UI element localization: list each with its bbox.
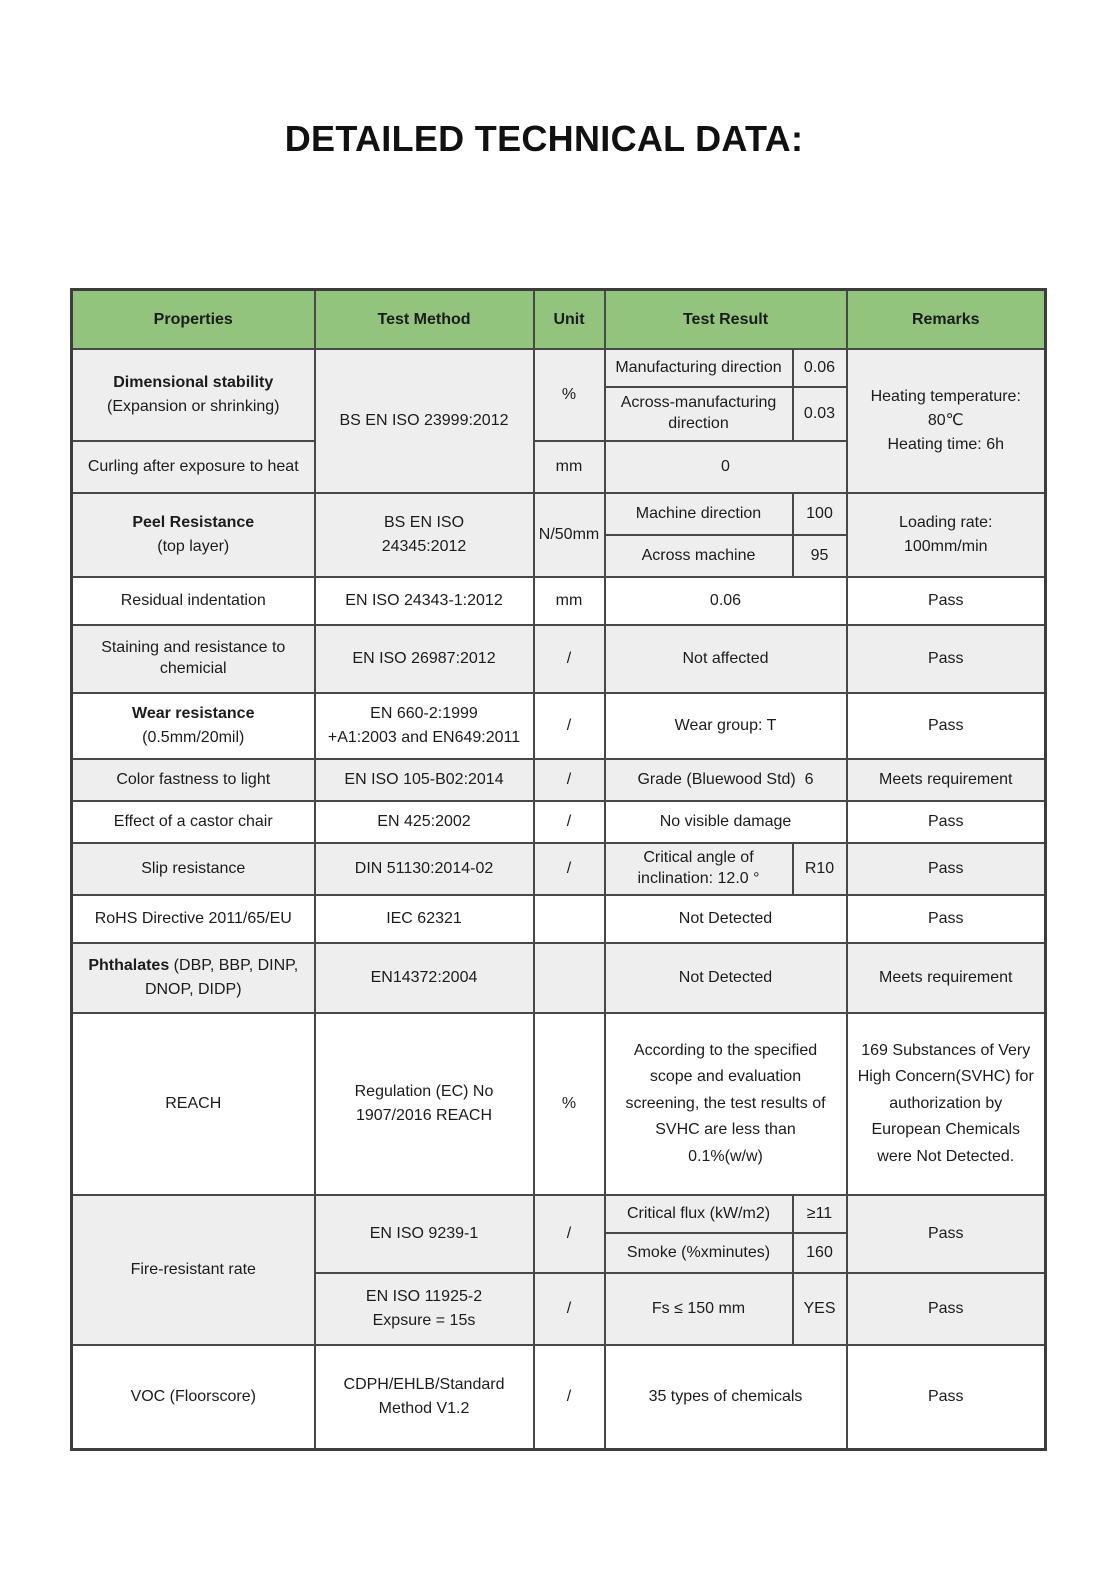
table-row [72,693,1046,759]
method-rohs: IEC 62321 [315,895,534,943]
result-value: ≥11 [793,1195,847,1233]
property-dimensional-stability: Dimensional stability (Expansion or shrinking) [72,349,315,441]
table-row [72,349,1046,387]
page-title: DETAILED TECHNICAL DATA: [284,118,804,159]
unit-fire-a: / [534,1195,605,1273]
result-reach: According to the specified scope and evaluation screening, the test results of SVHC are less than 0.1%(w/w) [605,1013,847,1195]
result-staining: Not affected [605,625,847,693]
result-residual-indentation: 0.06 [605,577,847,625]
result-value: 0.06 [793,349,847,387]
unit-dimensional-stability: % [534,349,605,441]
remark-fire-a: Pass [847,1195,1046,1273]
remark-reach: 169 Substances of Very High Concern(SVHC) for authorization by European Chemicals were Not Detected. [847,1013,1046,1195]
remark-castor-chair: Pass [847,801,1046,843]
remark-residual-indentation: Pass [847,577,1046,625]
property-staining: Staining and resistance to chemicial [72,625,315,693]
unit-peel-resistance: N/50mm [534,493,605,577]
result-value: 0.03 [793,387,847,441]
property-reach: REACH [72,1013,315,1195]
result-value: 160 [793,1233,847,1273]
method-color-fastness: EN ISO 105-B02:2014 [315,759,534,801]
unit-color-fastness: / [534,759,605,801]
unit-fire-b: / [534,1273,605,1345]
result-label: Critical flux (kW/m2) [605,1195,793,1233]
table-row [72,943,1046,1013]
remark-slip-resistance: Pass [847,843,1046,895]
method-castor-chair: EN 425:2002 [315,801,534,843]
method-staining: EN ISO 26987:2012 [315,625,534,693]
result-castor-chair: No visible damage [605,801,847,843]
table-row [72,1013,1046,1195]
remark-rohs: Pass [847,895,1046,943]
property-peel-resistance: Peel Resistance (top layer) [72,493,315,577]
unit-wear-resistance: / [534,693,605,759]
property-voc: VOC (Floorscore) [72,1345,315,1449]
remark-staining: Pass [847,625,1046,693]
table-row [72,1345,1046,1449]
result-label: Critical angle of inclination: 12.0 ° [605,843,793,895]
table-header-row [72,290,1046,350]
header-unit: Unit [534,290,605,350]
property-rohs: RoHS Directive 2011/65/EU [72,895,315,943]
method-fire-b: EN ISO 11925-2 Expsure = 15s [315,1273,534,1345]
method-reach: Regulation (EC) No 1907/2016 REACH [315,1013,534,1195]
result-voc: 35 types of chemicals [605,1345,847,1449]
result-value: 100 [793,493,847,535]
result-label: Across machine [605,535,793,577]
unit-rohs [534,895,605,943]
unit-voc: / [534,1345,605,1449]
unit-castor-chair: / [534,801,605,843]
unit-slip-resistance: / [534,843,605,895]
result-rohs: Not Detected [605,895,847,943]
result-curling: 0 [605,441,847,493]
result-value: YES [793,1273,847,1345]
table-row [72,493,1046,535]
result-label: Across-manufacturing direction [605,387,793,441]
remark-voc: Pass [847,1345,1046,1449]
table-row [72,801,1046,843]
header-properties: Properties [72,290,315,350]
method-peel-resistance: BS EN ISO 24345:2012 [315,493,534,577]
property-fire-resistant: Fire-resistant rate [72,1195,315,1345]
table-row [72,759,1046,801]
property-curling: Curling after exposure to heat [72,441,315,493]
property-castor-chair: Effect of a castor chair [72,801,315,843]
property-residual-indentation: Residual indentation [72,577,315,625]
result-value: R10 [793,843,847,895]
header-test-method: Test Method [315,290,534,350]
header-test-result: Test Result [605,290,847,350]
result-label: Machine direction [605,493,793,535]
unit-curling: mm [534,441,605,493]
unit-reach: % [534,1013,605,1195]
method-voc: CDPH/EHLB/Standard Method V1.2 [315,1345,534,1449]
result-label: Smoke (%xminutes) [605,1233,793,1273]
remark-fire-b: Pass [847,1273,1046,1345]
property-wear-resistance: Wear resistance (0.5mm/20mil) [72,693,315,759]
method-residual-indentation: EN ISO 24343-1:2012 [315,577,534,625]
result-value: 95 [793,535,847,577]
remark-color-fastness: Meets requirement [847,759,1046,801]
remark-phthalates: Meets requirement [847,943,1046,1013]
result-label: Fs ≤ 150 mm [605,1273,793,1345]
header-remarks: Remarks [847,290,1046,350]
method-slip-resistance: DIN 51130:2014-02 [315,843,534,895]
method-phthalates: EN14372:2004 [315,943,534,1013]
method-fire-a: EN ISO 9239-1 [315,1195,534,1273]
property-phthalates: Phthalates (DBP, BBP, DINP, DNOP, DIDP) [72,943,315,1013]
table-row [72,843,1046,895]
method-dimensional-stability: BS EN ISO 23999:2012 [315,349,534,493]
unit-residual-indentation: mm [534,577,605,625]
property-color-fastness: Color fastness to light [72,759,315,801]
result-wear-resistance: Wear group: T [605,693,847,759]
result-label: Manufacturing direction [605,349,793,387]
result-color-fastness: Grade (Bluewood Std) 6 [605,759,847,801]
method-wear-resistance: EN 660-2:1999 +A1:2003 and EN649:2011 [315,693,534,759]
result-phthalates: Not Detected [605,943,847,1013]
remark-wear-resistance: Pass [847,693,1046,759]
property-slip-resistance: Slip resistance [72,843,315,895]
remark-dimensional-stability: Heating temperature: 80℃ Heating time: 6h [847,349,1046,493]
technical-data-table [70,288,1047,1451]
table-row [72,625,1046,693]
table-row [72,1195,1046,1233]
table-row [72,895,1046,943]
remark-peel-resistance: Loading rate: 100mm/min [847,493,1046,577]
table-row [72,577,1046,625]
unit-phthalates [534,943,605,1013]
unit-staining: / [534,625,605,693]
